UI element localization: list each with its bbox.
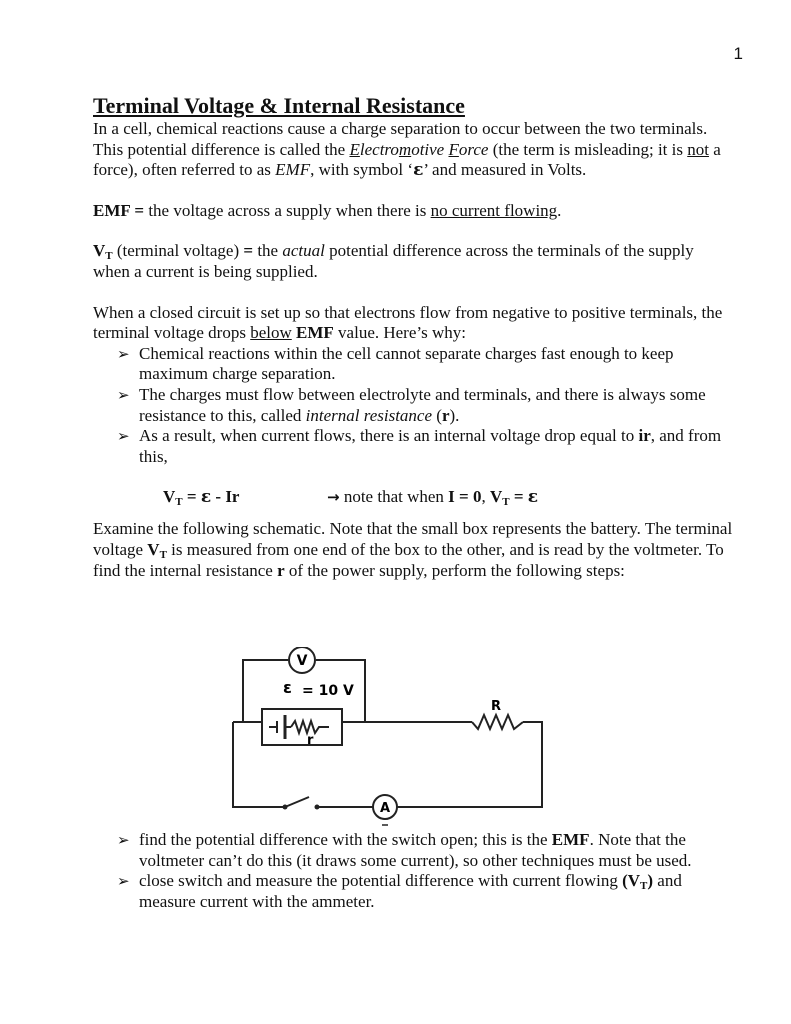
external-resistance-label: R — [491, 699, 502, 714]
schematic-paragraph: Examine the following schematic. Note that the small box represents the battery. The terminal voltage $V_T$ is measured from one end of the box to the other, and is read by the voltmeter. To find the internal resistance r of the power supply, perform the following steps: — [93, 519, 733, 580]
circuit-schematic — [225, 647, 555, 827]
arrow-bullet-icon: ➢ — [117, 427, 130, 446]
list-item: ➢ As a result, when current flows, there is an internal voltage drop equal to ir, and from this, — [117, 426, 722, 466]
document-body — [93, 93, 733, 581]
list-item: ➢ Chemical reactions within the cell cannot separate charges fast enough to keep maximum charge separation. — [117, 343, 674, 384]
arrow-bullet-icon: ➢ — [117, 344, 130, 363]
page-number: 1 — [733, 44, 743, 63]
internal-resistor — [291, 721, 329, 733]
list-item: ➢ The charges must flow between electrolyte and terminals, and there is always some resistance to this, called internal resistance (r). — [117, 384, 706, 425]
external-resistor — [472, 715, 523, 729]
switch — [285, 797, 309, 807]
terminal-voltage-formula — [93, 487, 733, 511]
internal-resistance-label: r — [307, 733, 314, 748]
emf-definition: EMF = the voltage across a supply when there is no current flowing. — [93, 200, 562, 220]
formula-left: $V_T$ = ɛ - Ir — [163, 487, 240, 509]
steps-section — [93, 830, 733, 912]
intro-paragraph: In a cell, chemical reactions cause a charge separation to occur between the two terminals. This potential difference is called the Electromotive Force (the term is misleading; it is not a force), often referred to as EMF, with symbol ‘ɛ’ and measured in Volts. — [93, 119, 721, 181]
emf-value: = 10 V — [302, 683, 354, 699]
list-item: ➢ close switch and measure the potential difference with current flowing $(V_T)$ and measure current with the ammeter. — [117, 871, 682, 911]
list-item: ➢ find the potential difference with the switch open; this is the EMF. Note that the voltmeter can’t do this (it draws some current), so other techniques must be used. — [117, 830, 692, 870]
page-title: Terminal Voltage & Internal Resistance — [93, 93, 465, 118]
voltmeter-label: V — [296, 653, 308, 669]
steps-list — [93, 830, 733, 912]
arrow-right-icon: → — [327, 488, 340, 507]
voltmeter-lead-left — [243, 660, 288, 722]
formula-note: → note that when I = 0, $V_T$ = ɛ — [327, 487, 539, 509]
emf-symbol: ɛ — [283, 678, 292, 697]
terminal-voltage-definition: $V_T$ (terminal voltage) = the actual potential difference across the terminals of the supply when a current is being supplied. — [93, 241, 694, 281]
reasons-list — [93, 344, 733, 468]
arrow-bullet-icon: ➢ — [117, 872, 130, 891]
ammeter-label: A — [379, 801, 391, 816]
arrow-bullet-icon: ➢ — [117, 831, 130, 849]
arrow-bullet-icon: ➢ — [117, 385, 130, 404]
closed-circuit-paragraph: When a closed circuit is set up so that electrons flow from negative to positive terminals, the terminal voltage drops below EMF value. Here’s why: — [93, 302, 723, 343]
